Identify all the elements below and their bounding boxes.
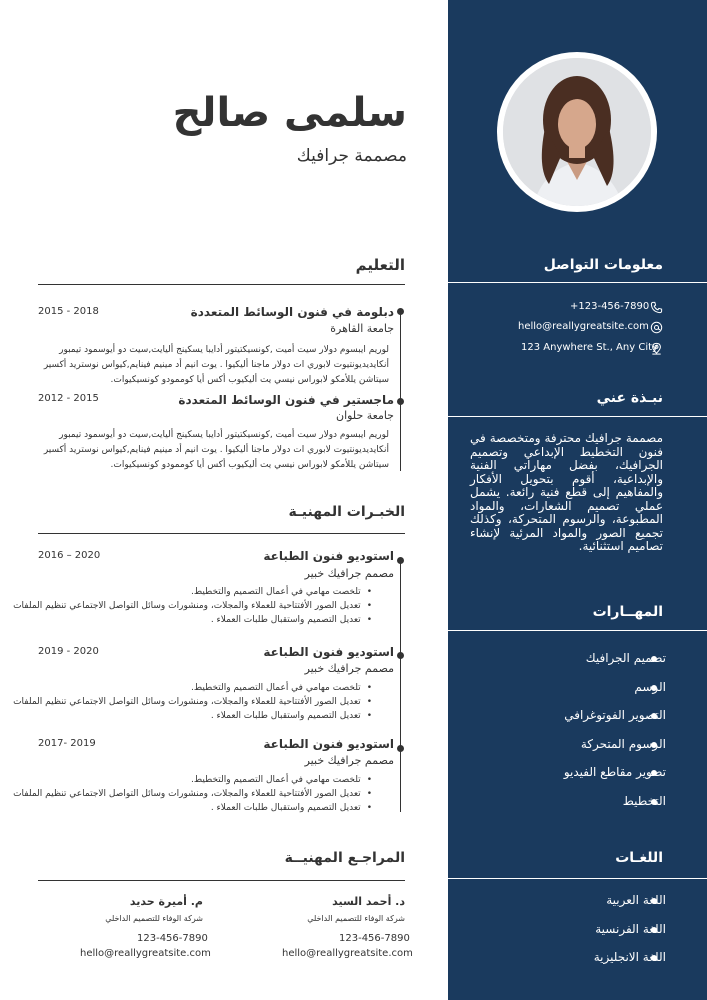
skill-item: التخطيط xyxy=(622,794,666,808)
experience-bullet: • تلخصت مهامي في أعمال التصميم والتخطيط. xyxy=(191,683,372,693)
experience-position: مصمم جرافيك خبير xyxy=(304,754,394,767)
education-years: 2015 - 2018 xyxy=(38,306,99,317)
skills-title: المهــارات xyxy=(592,604,663,620)
experience-company: استوديو فنون الطباعة xyxy=(263,549,394,563)
timeline-dot xyxy=(397,398,404,405)
education-years: 2012 - 2015 xyxy=(38,393,99,404)
experience-years: 2016 – 2020 xyxy=(38,550,101,561)
about-title: نبـذة عني xyxy=(596,390,663,406)
reference-org: شركة الوفاء للتصميم الداخلي xyxy=(307,914,405,923)
reference-phone: 123-456-7890 xyxy=(137,933,208,944)
experience-bullet: • تلخصت مهامي في أعمال التصميم والتخطيط. xyxy=(191,775,372,785)
references-title: المراجـع المهنيــة xyxy=(284,850,405,866)
education-school: جامعة القاهرة xyxy=(330,322,394,335)
timeline-dot xyxy=(397,557,404,564)
phone-icon xyxy=(650,301,663,314)
profile-photo xyxy=(503,58,651,206)
timeline-dot xyxy=(397,308,404,315)
experience-divider xyxy=(38,533,405,534)
languages-title: اللغـات xyxy=(615,850,663,866)
reference-name: م. أميرة حديد xyxy=(129,895,203,908)
language-item: اللغة العربية xyxy=(606,893,666,907)
experience-bullet: • تعديل الصور الأفتتاحية للعملاء والمجلات، ومنشورات وسائل التواصل الاجتماعي تنظيم الملفات xyxy=(13,789,372,799)
reference-org: شركة الوفاء للتصميم الداخلي xyxy=(105,914,203,923)
contact-phone: +123-456-7890 xyxy=(570,301,650,312)
references-divider xyxy=(38,880,405,881)
education-school: جامعة حلوان xyxy=(335,409,394,422)
reference-email[interactable]: hello@reallygreatsite.com xyxy=(80,948,211,959)
contact-divider xyxy=(448,282,707,283)
experience-years: 2019 - 2020 xyxy=(38,646,99,657)
experience-position: مصمم جرافيك خبير xyxy=(304,662,394,675)
experience-bullet: • تعديل الصور الأفتتاحية للعملاء والمجلات، ومنشورات وسائل التواصل الاجتماعي تنظيم الملفات xyxy=(13,601,372,611)
contact-title: معلومات التواصل xyxy=(543,257,663,273)
languages-divider xyxy=(448,878,707,879)
reference-phone: 123-456-7890 xyxy=(339,933,410,944)
reference-email[interactable]: hello@reallygreatsite.com xyxy=(282,948,413,959)
skill-item: التصوير الفوتوغرافي xyxy=(564,708,666,722)
experience-bullet: • تعديل التصميم واستقبال طلبات العملاء . xyxy=(211,803,372,813)
experience-position: مصمم جرافيك خبير xyxy=(304,567,394,580)
person-name: سلمى صالح xyxy=(172,90,407,136)
skill-item: الرسوم المتحركة xyxy=(580,737,666,751)
experience-bullet: • تلخصت مهامي في أعمال التصميم والتخطيط. xyxy=(191,587,372,597)
education-description: لوريم ايبسوم دولار سيت أميت ,كونسيكتيتور أدايبا يسكينج أليايت,سيت دو أيوسمود تيمبور أنكايديديونتيوت لابوري ات دولار ماجنا أليكيوا . يوت انيم أد مينيم فينايم,كيواس نوستريد أكسير سيتاشن يللأمكو لابوراس نيسي يت أليكيوب أكس أيا كوممودو كونسيكيوات. xyxy=(43,345,389,385)
experience-timeline xyxy=(400,560,401,812)
timeline-dot xyxy=(397,652,404,659)
education-title: التعليم xyxy=(355,256,405,274)
experience-company: استوديو فنون الطباعة xyxy=(263,645,394,659)
about-text: مصممة جرافيك محترفة ومتخصصة في فنون التخطيط الإبداعي وتصميم الجرافيك، بفضل مهاراتي الفنية والإبداعية، أقوم بتحويل الأفكار والمفاهيم إلى قطع فنية رائعة. يشمل عملي تصميم الشعارات، والمواد المطبوعة، والرسوم المتحركة، وكذلك تجميع الصور والمواد المرئية لإنشاء تصاميم استثنائية. xyxy=(470,431,663,553)
skill-item: الرسم xyxy=(634,680,666,694)
language-item: اللغة الفرنسية xyxy=(595,922,666,936)
experience-bullet: • تعديل التصميم واستقبال طلبات العملاء . xyxy=(211,615,372,625)
education-degree: دبلومة في فنون الوسائط المتعددة xyxy=(190,305,394,319)
experience-company: استوديو فنون الطباعة xyxy=(263,737,394,751)
contact-email[interactable]: hello@reallygreatsite.com xyxy=(518,321,649,332)
job-title: مصممة جرافيك xyxy=(296,146,407,166)
contact-address: 123 Anywhere St., Any City xyxy=(521,342,658,353)
about-divider xyxy=(448,416,707,417)
education-degree: ماجستير في فنون الوسائط المتعددة xyxy=(178,393,394,407)
skills-divider xyxy=(448,630,707,631)
reference-name: د. أحمد السيد xyxy=(332,895,405,908)
language-item: اللغة الانجليزية xyxy=(593,950,666,964)
experience-bullet: • تعديل التصميم واستقبال طلبات العملاء . xyxy=(211,711,372,721)
skill-item: تصوير مقاطع الفيديو xyxy=(563,765,666,779)
experience-bullet: • تعديل الصور الأفتتاحية للعملاء والمجلات، ومنشورات وسائل التواصل الاجتماعي تنظيم الملفات xyxy=(13,697,372,707)
experience-title: الخبـرات المهنيـة xyxy=(288,504,405,520)
education-divider xyxy=(38,284,405,285)
skill-item: تصميم الجرافيك xyxy=(585,651,666,665)
email-icon xyxy=(650,321,663,334)
education-description: لوريم ايبسوم دولار سيت أميت ,كونسيكتيتور أدايبا يسكينج أليايت,سيت دو أيوسمود تيمبور أنكايديديونتيوت لابوري ات دولار ماجنا أليكيوا . يوت انيم أد مينيم فينايم,كيواس نوستريد أكسير سيتاشن يللأمكو لابوراس نيسي يت أليكيوب أكس أيا كوممودو كونسيكيوات. xyxy=(43,430,389,470)
experience-years: 2017- 2019 xyxy=(38,738,96,749)
timeline-dot xyxy=(397,745,404,752)
education-timeline xyxy=(400,311,401,471)
